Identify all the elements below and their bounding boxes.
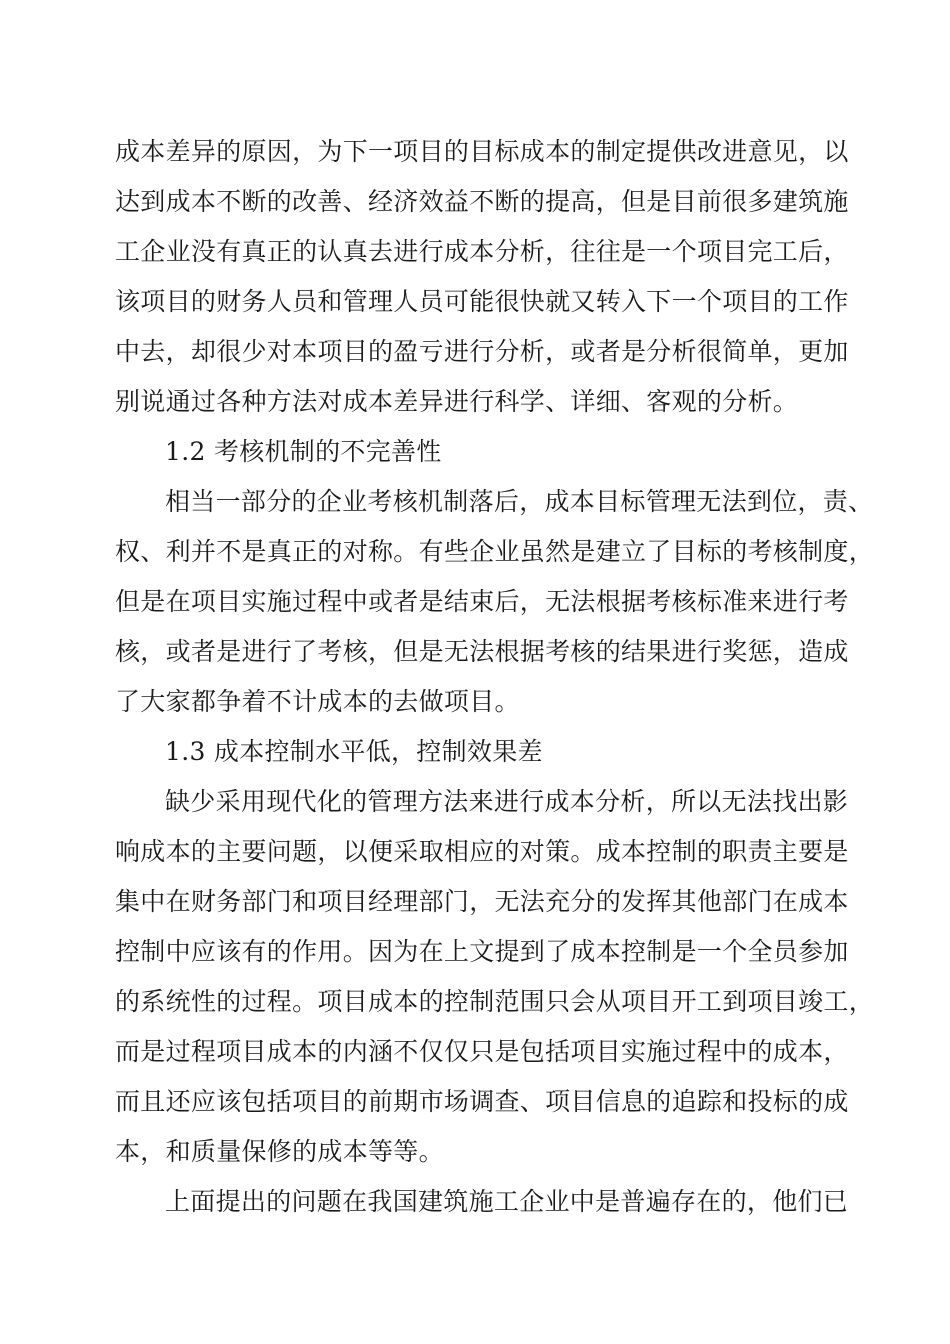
text-line: 相当一部分的企业考核机制落后，成本目标管理无法到位，责、 xyxy=(165,487,874,516)
text-line: 缺少采用现代化的管理方法来进行成本分析，所以无法找出影 xyxy=(165,787,849,816)
text-line: 但是在项目实施过程中或者是结束后，无法根据考核标准来进行考 xyxy=(115,587,849,616)
text-line: 工企业没有真正的认真去进行成本分析，往往是一个项目完工后， xyxy=(115,237,849,266)
text-line: 响成本的主要问题，以便采取相应的对策。成本控制的职责主要是 xyxy=(115,837,849,866)
text-line: 核，或者是进行了考核，但是无法根据考核的结果进行奖惩，造成 xyxy=(115,637,849,666)
text-line: 本，和质量保修的成本等等。 xyxy=(115,1137,444,1166)
text-line: 了大家都争着不计成本的去做项目。 xyxy=(115,687,520,716)
text-line: 而是过程项目成本的内涵不仅仅只是包括项目实施过程中的成本， xyxy=(115,1037,849,1066)
text-line: 该项目的财务人员和管理人员可能很快就又转入下一个项目的工作 xyxy=(115,287,849,316)
text-line: 权、利并不是真正的对称。有些企业虽然是建立了目标的考核制度， xyxy=(115,537,875,566)
section-heading: 1.2 考核机制的不完善性 xyxy=(165,437,442,466)
text-line: 达到成本不断的改善、经济效益不断的提高，但是目前很多建筑施 xyxy=(115,187,849,216)
text-line: 的系统性的过程。项目成本的控制范围只会从项目开工到项目竣工， xyxy=(115,987,875,1016)
section-heading: 1.3 成本控制水平低，控制效果差 xyxy=(165,737,543,766)
text-line: 成本差异的原因，为下一项目的目标成本的制定提供改进意见，以 xyxy=(115,137,849,166)
text-line: 控制中应该有的作用。因为在上文提到了成本控制是一个全员参加 xyxy=(115,937,849,966)
text-line: 上面提出的问题在我国建筑施工企业中是普遍存在的，他们已 xyxy=(165,1187,849,1216)
text-line: 中去，却很少对本项目的盈亏进行分析，或者是分析很简单，更加 xyxy=(115,337,849,366)
text-line: 集中在财务部门和项目经理部门，无法充分的发挥其他部门在成本 xyxy=(115,887,849,916)
text-line: 而且还应该包括项目的前期市场调查、项目信息的追踪和投标的成 xyxy=(115,1087,849,1116)
text-line: 别说通过各种方法对成本差异进行科学、详细、客观的分析。 xyxy=(115,387,799,416)
